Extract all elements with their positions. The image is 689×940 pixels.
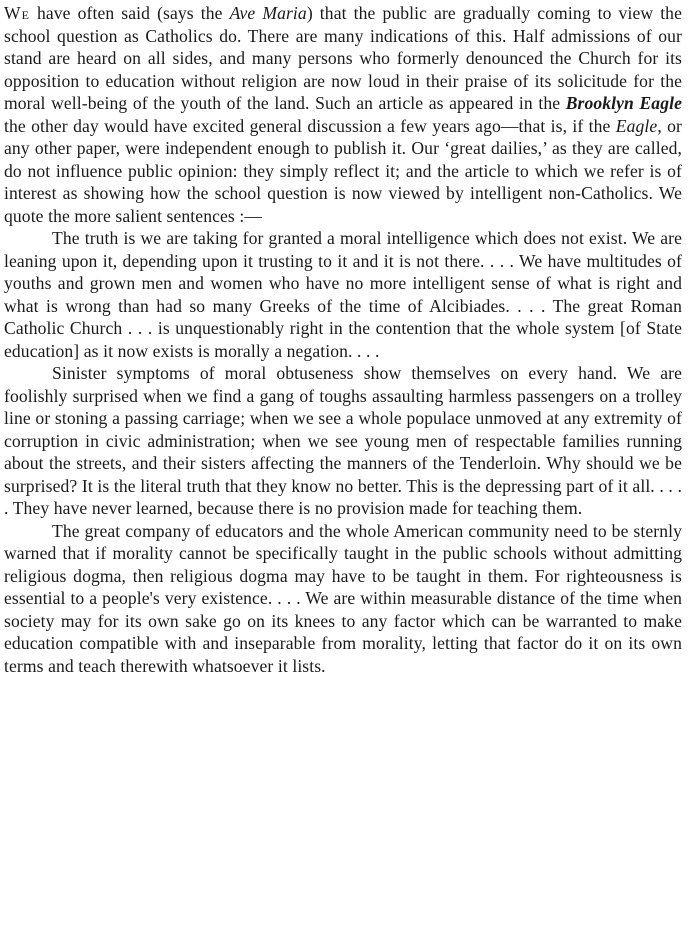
intro-text-3: the other day would have excited general discussion a few years ago—that is, if the — [4, 115, 616, 136]
quote-paragraph-1: The truth is we are taking for granted a moral intelligence which does not exist. We are leaning upon it, depending upon it trusting to it and it is not there. . . . We have multitudes of youths and grown men and women who have no more intelligent sense of what is right and what is wrong than had so many Greeks of the time of Alcibiades. . . . The great Roman Catholic Church . . . is unquestionably right in the contention that the whole system [of State education] as it now exists is morally a negation. . . . — [4, 228, 682, 361]
intro-text-1: have often said (says the — [29, 3, 230, 23]
intro-text-2: ) that the public are gradually coming to view the school question as Catholics do. There are many indications of this. Half admissions of our stand are heard on all sides, and many persons who formerly denounced the Church for its opposition to education without religion are now loud in their praise of its solicitude for the moral well-being of the youth of the land. Such an article as appeared in the — [4, 3, 682, 113]
intro-paragraph — [4, 2, 682, 227]
eagle-title: Eagle — [615, 115, 658, 136]
quote-paragraph-2: Sinister symptoms of moral obtuseness show themselves on every hand. We are foolishly surprised when we find a gang of toughs assaulting harmless passengers on a trolley line or stoning a passing carriage; when we see a whole populace unmoved at any extremity of corruption in civic administration; when we see young men of respectable families running about the streets, and their sisters affecting the manners of the Tenderloin. Why should we be surprised? It is the literal truth that they know no better. This is the depressing part of it all. . . . . They have never learned, because there is no provision made for teaching them. — [4, 363, 682, 518]
quote-paragraph-3: The great company of educators and the whole American community need to be sternly warned that if morality cannot be specifically taught in the public schools without admitting religious dogma, then religious dogma may have to be taught in them. For righteousness is essential to a people's very existence. . . . We are within measurable distance of the time when society may for its own sake go on its knees to any factor which can be warranted to make education compatible with and inseparable from morality, letting that factor do it on its own terms and teach therewith whatsoever it lists. — [4, 520, 682, 676]
ave-maria-title: Ave Maria — [229, 3, 307, 23]
intro-text-4: , or any other paper, were independent enough to publish it. Our ‘great dailies,’ as they are called, do not influence public opinion: they simply reflect it; and the article to which we refer is of interest as showing how the school question is now viewed by intelligent non-Catholics. We quote the more salient sentences :— — [4, 115, 682, 226]
drop-word: We — [4, 3, 30, 23]
brooklyn-eagle-title: Brooklyn Eagle — [565, 93, 682, 113]
article-column — [4, 2, 682, 677]
